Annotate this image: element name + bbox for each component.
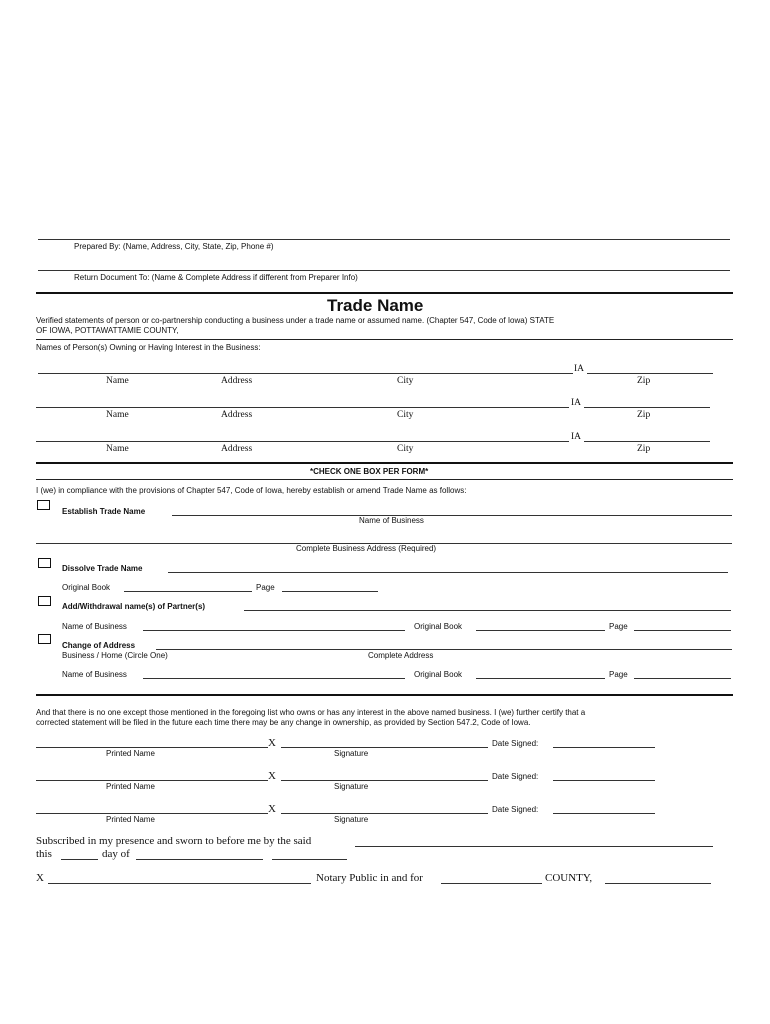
intro-line-2: OF IOWA, POTTAWATTAMIE COUNTY,: [36, 325, 179, 335]
year-field[interactable]: [272, 859, 347, 860]
name-caption: Name: [106, 444, 129, 454]
signature-x: X: [268, 803, 276, 815]
name-caption: Name: [106, 410, 129, 420]
signature-x: X: [268, 770, 276, 782]
date-signed-field[interactable]: [553, 780, 655, 781]
signature-field[interactable]: [281, 813, 488, 814]
partners-name-of-business-label: Name of Business: [62, 622, 127, 631]
signature-field[interactable]: [281, 747, 488, 748]
date-signed-label: Date Signed:: [492, 739, 539, 748]
owner-name-address-city-field[interactable]: [38, 373, 573, 374]
signature-field[interactable]: [281, 780, 488, 781]
printed-name-field[interactable]: [36, 747, 268, 748]
partners-business-field[interactable]: [143, 630, 405, 631]
check-divider: [36, 479, 733, 480]
address-name-of-business-label: Name of Business: [62, 670, 127, 679]
zip-caption: Zip: [637, 376, 651, 386]
notary-public-label: Notary Public in and for: [316, 872, 423, 884]
change-address-label: Change of Address: [62, 641, 136, 650]
compliance-statement: I (we) in compliance with the provisions of Chapter 547, Code of Iowa, hereby establish or amend Trade Name as follows:: [36, 486, 467, 495]
check-one-notice: *CHECK ONE BOX PER FORM*: [310, 467, 429, 476]
prepared-by-label: Prepared By: (Name, Address, City, State, Zip, Phone #): [74, 242, 274, 251]
return-to-label: Return Document To: (Name & Complete Address if different from Preparer Info): [74, 273, 358, 282]
dissolve-checkbox[interactable]: [38, 558, 51, 568]
notary-signature-field[interactable]: [48, 883, 311, 884]
owner-zip-field[interactable]: [584, 407, 710, 408]
printed-name-caption: Printed Name: [106, 749, 155, 758]
establish-name-field[interactable]: [172, 515, 732, 516]
dissolve-original-book-field[interactable]: [124, 591, 252, 592]
names-heading: Names of Person(s) Owning or Having Interest in the Business:: [36, 343, 261, 352]
owner-name-address-city-field[interactable]: [36, 407, 569, 408]
notary-state-field[interactable]: [605, 883, 711, 884]
change-address-field[interactable]: [156, 649, 732, 650]
establish-label: Establish Trade Name: [62, 507, 146, 516]
month-field[interactable]: [136, 859, 263, 860]
address-original-book-label: Original Book: [414, 670, 463, 679]
printed-name-caption: Printed Name: [106, 815, 155, 824]
state-ia: IA: [571, 398, 582, 408]
options-divider: [36, 694, 733, 696]
partners-original-book-label: Original Book: [414, 622, 463, 631]
dissolve-page-label: Page: [256, 583, 275, 592]
address-caption: Address: [221, 376, 253, 386]
signature-x: X: [268, 737, 276, 749]
address-checkbox[interactable]: [38, 634, 51, 644]
partners-original-book-field[interactable]: [476, 630, 605, 631]
signature-caption: Signature: [334, 782, 369, 791]
dissolve-page-field[interactable]: [282, 591, 378, 592]
city-caption: City: [397, 410, 414, 420]
county-label: COUNTY,: [545, 872, 593, 884]
owner-zip-field[interactable]: [584, 441, 710, 442]
business-address-caption: Complete Business Address (Required): [296, 544, 437, 553]
business-home-caption: Business / Home (Circle One): [62, 651, 168, 660]
dissolve-name-field[interactable]: [168, 572, 728, 573]
signature-caption: Signature: [334, 749, 369, 758]
printed-name-caption: Printed Name: [106, 782, 155, 791]
subscribed-text: Subscribed in my presence and sworn to before me by the said: [36, 835, 312, 847]
city-caption: City: [397, 376, 414, 386]
certify-line-1: And that there is no one except those mentioned in the foregoing list who owns or has any interest in the above named business. I (we) further certify that a: [36, 708, 586, 717]
intro-divider: [36, 339, 733, 340]
printed-name-field[interactable]: [36, 813, 268, 814]
address-original-book-field[interactable]: [476, 678, 605, 679]
name-of-business-caption: Name of Business: [359, 516, 424, 525]
intro-text: [36, 316, 736, 335]
address-page-field[interactable]: [634, 678, 731, 679]
complete-address-caption: Complete Address: [368, 651, 434, 660]
notary-county-field[interactable]: [441, 883, 542, 884]
printed-name-field[interactable]: [36, 780, 268, 781]
page-title: Trade Name: [327, 296, 424, 315]
owner-name-address-city-field[interactable]: [36, 441, 569, 442]
establish-checkbox[interactable]: [37, 500, 50, 510]
preparer-line[interactable]: [38, 239, 730, 240]
notary-x: X: [36, 872, 44, 884]
state-ia: IA: [574, 364, 585, 374]
zip-caption: Zip: [637, 410, 651, 420]
address-caption: Address: [221, 444, 253, 454]
address-caption: Address: [221, 410, 253, 420]
certify-line-2: corrected statement will be filed in the future each time there may be any change in ownership, as provided by Section 547.2, Code of Iowa.: [36, 717, 531, 727]
partners-page-field[interactable]: [634, 630, 731, 631]
dissolve-original-book-label: Original Book: [62, 583, 111, 592]
day-field[interactable]: [61, 859, 98, 860]
owner-zip-field[interactable]: [587, 373, 713, 374]
partners-label: Add/Withdrawal name(s) of Partner(s): [62, 602, 206, 611]
sworn-by-field[interactable]: [355, 846, 713, 847]
this-label: this: [36, 848, 52, 860]
intro-line-1: Verified statements of person or co-partnership conducting a business under a trade name or assumed name. (Chapter 547, Code of Iowa) STATE: [36, 316, 555, 325]
date-signed-field[interactable]: [553, 813, 655, 814]
signature-caption: Signature: [334, 815, 369, 824]
dissolve-label: Dissolve Trade Name: [62, 564, 143, 573]
date-signed-field[interactable]: [553, 747, 655, 748]
day-of-label: day of: [102, 848, 130, 860]
header-divider: [36, 292, 733, 294]
owners-divider: [36, 462, 733, 464]
address-business-field[interactable]: [143, 678, 405, 679]
city-caption: City: [397, 444, 414, 454]
name-caption: Name: [106, 376, 129, 386]
partners-page-label: Page: [609, 622, 628, 631]
date-signed-label: Date Signed:: [492, 772, 539, 781]
partners-name-field[interactable]: [244, 610, 731, 611]
date-signed-label: Date Signed:: [492, 805, 539, 814]
certify-text: [36, 708, 736, 727]
return-to-line[interactable]: [38, 270, 730, 271]
address-page-label: Page: [609, 670, 628, 679]
state-ia: IA: [571, 432, 582, 442]
zip-caption: Zip: [637, 444, 651, 454]
partners-checkbox[interactable]: [38, 596, 51, 606]
